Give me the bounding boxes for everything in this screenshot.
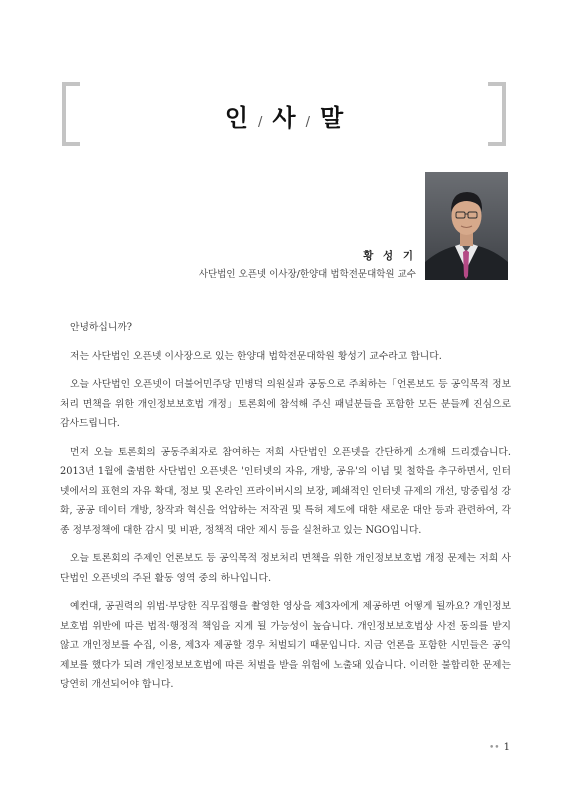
author-name: 황 성 기 bbox=[363, 250, 416, 262]
page-title bbox=[0, 98, 570, 133]
title-char-1: 인 bbox=[224, 104, 251, 132]
title-char-2: 사 bbox=[272, 104, 298, 132]
title-char-3: 말 bbox=[319, 104, 346, 132]
body-text bbox=[60, 318, 511, 704]
author-photo bbox=[425, 172, 508, 280]
paragraph-example: 예컨대, 공권력의 위법·부당한 직무집행을 촬영한 영상을 제3자에게 제공하면 어떻게 될까요? 개인정보보호법 위반에 따른 법적·행정적 책임을 지게 될 가능성이 높습니다. 개인정보보호법상 사전 동의를 받지 않고 개인정보를 수집, 이용, 제3자 제공할 경우 처벌되기 때문입니다. 지금 언론을 포함한 시민들은 공익제보를 했다가 되려 개인정보보호법에 따른 처벌을 받을 위험에 노출돼 있습니다. 이러한 불합리한 문제는 당연히 개선되어야 합니다. bbox=[60, 601, 511, 690]
title-separator: / bbox=[305, 115, 312, 130]
page-number bbox=[470, 742, 510, 753]
title-separator: / bbox=[258, 115, 265, 130]
page-number-value: 1 bbox=[503, 742, 510, 753]
paragraph-introduction: 저는 사단법인 오픈넷 이사장으로 있는 한양대 법학전문대학원 황성기 교수라고 합니다. bbox=[70, 350, 442, 362]
paragraph-thanks: 오늘 사단법인 오픈넷이 더불어민주당 민병덕 의원실과 공동으로 주최하는「언론보도 등 공익목적 정보처리 면책을 위한 개인정보보호법 개정」토론회에 참석해 주신 패널분들을 포함한 모든 분들께 진심으로 감사드립니다. bbox=[60, 379, 511, 429]
paragraph-organization: 먼저 오늘 토론회의 공동주최자로 참여하는 저희 사단법인 오픈넷을 간단하게 소개해 드리겠습니다. 2013년 1월에 출범한 사단법인 오픈넷은 '인터넷의 자유, 개방, 공유'의 이념 및 철학을 추구하면서, 인터넷에서의 표현의 자유 확대, 정보 및 온라인 프라이버시의 보장, 폐쇄적인 인터넷 규제의 개선, 망중립성 강화, 공공 데이터 개방, 창작과 혁신을 억압하는 저작권 및 특허 제도에 대한 새로운 대안 등과 관련하여, 각종 정부정책에 대한 감시 및 비판, 정책적 대안 제시 등을 실천하고 있는 NGO입니다. bbox=[60, 446, 511, 536]
paragraph-topic: 오늘 토론회의 주제인 언론보도 등 공익목적 정보처리 면책을 위한 개인정보보호법 개정 문제는 저희 사단법인 오픈넷의 주된 활동 영역 중의 하나입니다. bbox=[60, 553, 511, 584]
page-number-dots: •• bbox=[489, 743, 500, 753]
author-affiliation: 사단법인 오픈넷 이사장/한양대 법학전문대학원 교수 bbox=[198, 269, 416, 280]
paragraph-greeting: 안녕하십니까? bbox=[70, 322, 133, 333]
